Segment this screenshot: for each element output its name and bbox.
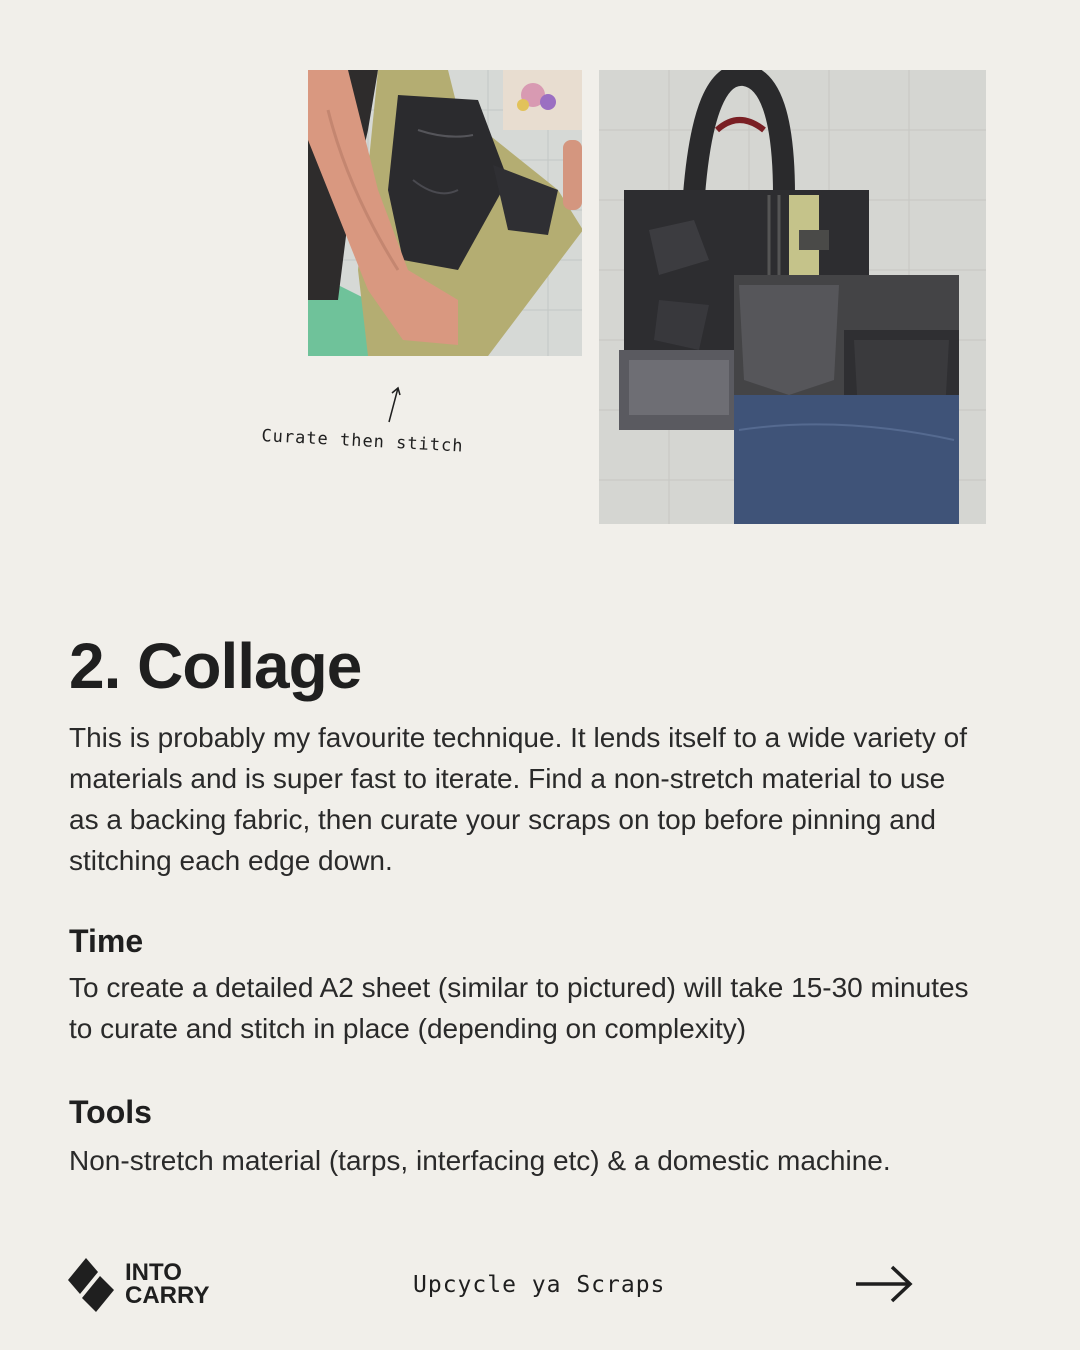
tools-paragraph: Non-stretch material (tarps, interfacing etc) & a domestic machine. xyxy=(69,1145,891,1176)
footer-tagline: Upcycle ya Scraps xyxy=(413,1272,666,1298)
intro-paragraph: This is probably my favourite technique. It lends itself to a wide variety of materials and is super fast to iterate. Find a non-stretch material to use as a backing fabric, then curate your scraps on top before pinning and stitching each edge down. xyxy=(69,722,967,876)
brand-wordmark xyxy=(125,1261,209,1307)
photo-collage-in-progress xyxy=(308,70,582,356)
time-paragraph: To create a detailed A2 sheet (similar to pictured) will take 15-30 minutes to curate and stitch in place (depending on complexity) xyxy=(69,972,969,1044)
brand-mark-icon xyxy=(68,1258,114,1312)
photo-finished-tote-bag xyxy=(599,70,986,524)
arrow-right-icon[interactable] xyxy=(852,1262,916,1306)
photo-collage-in-progress-image xyxy=(308,70,582,356)
time-heading: Time xyxy=(69,923,144,959)
section-title: 2. Collage xyxy=(69,630,362,702)
brand-line-2: CARRY xyxy=(125,1282,210,1309)
brand-line-1: INTO xyxy=(125,1259,182,1286)
photo-finished-tote-bag-image xyxy=(599,70,986,524)
caption-text: Curate then stitch xyxy=(260,426,464,457)
arrow-up-icon xyxy=(384,384,404,424)
photo-caption xyxy=(258,380,498,470)
brand-logo xyxy=(68,1258,228,1314)
tools-heading: Tools xyxy=(69,1094,152,1130)
